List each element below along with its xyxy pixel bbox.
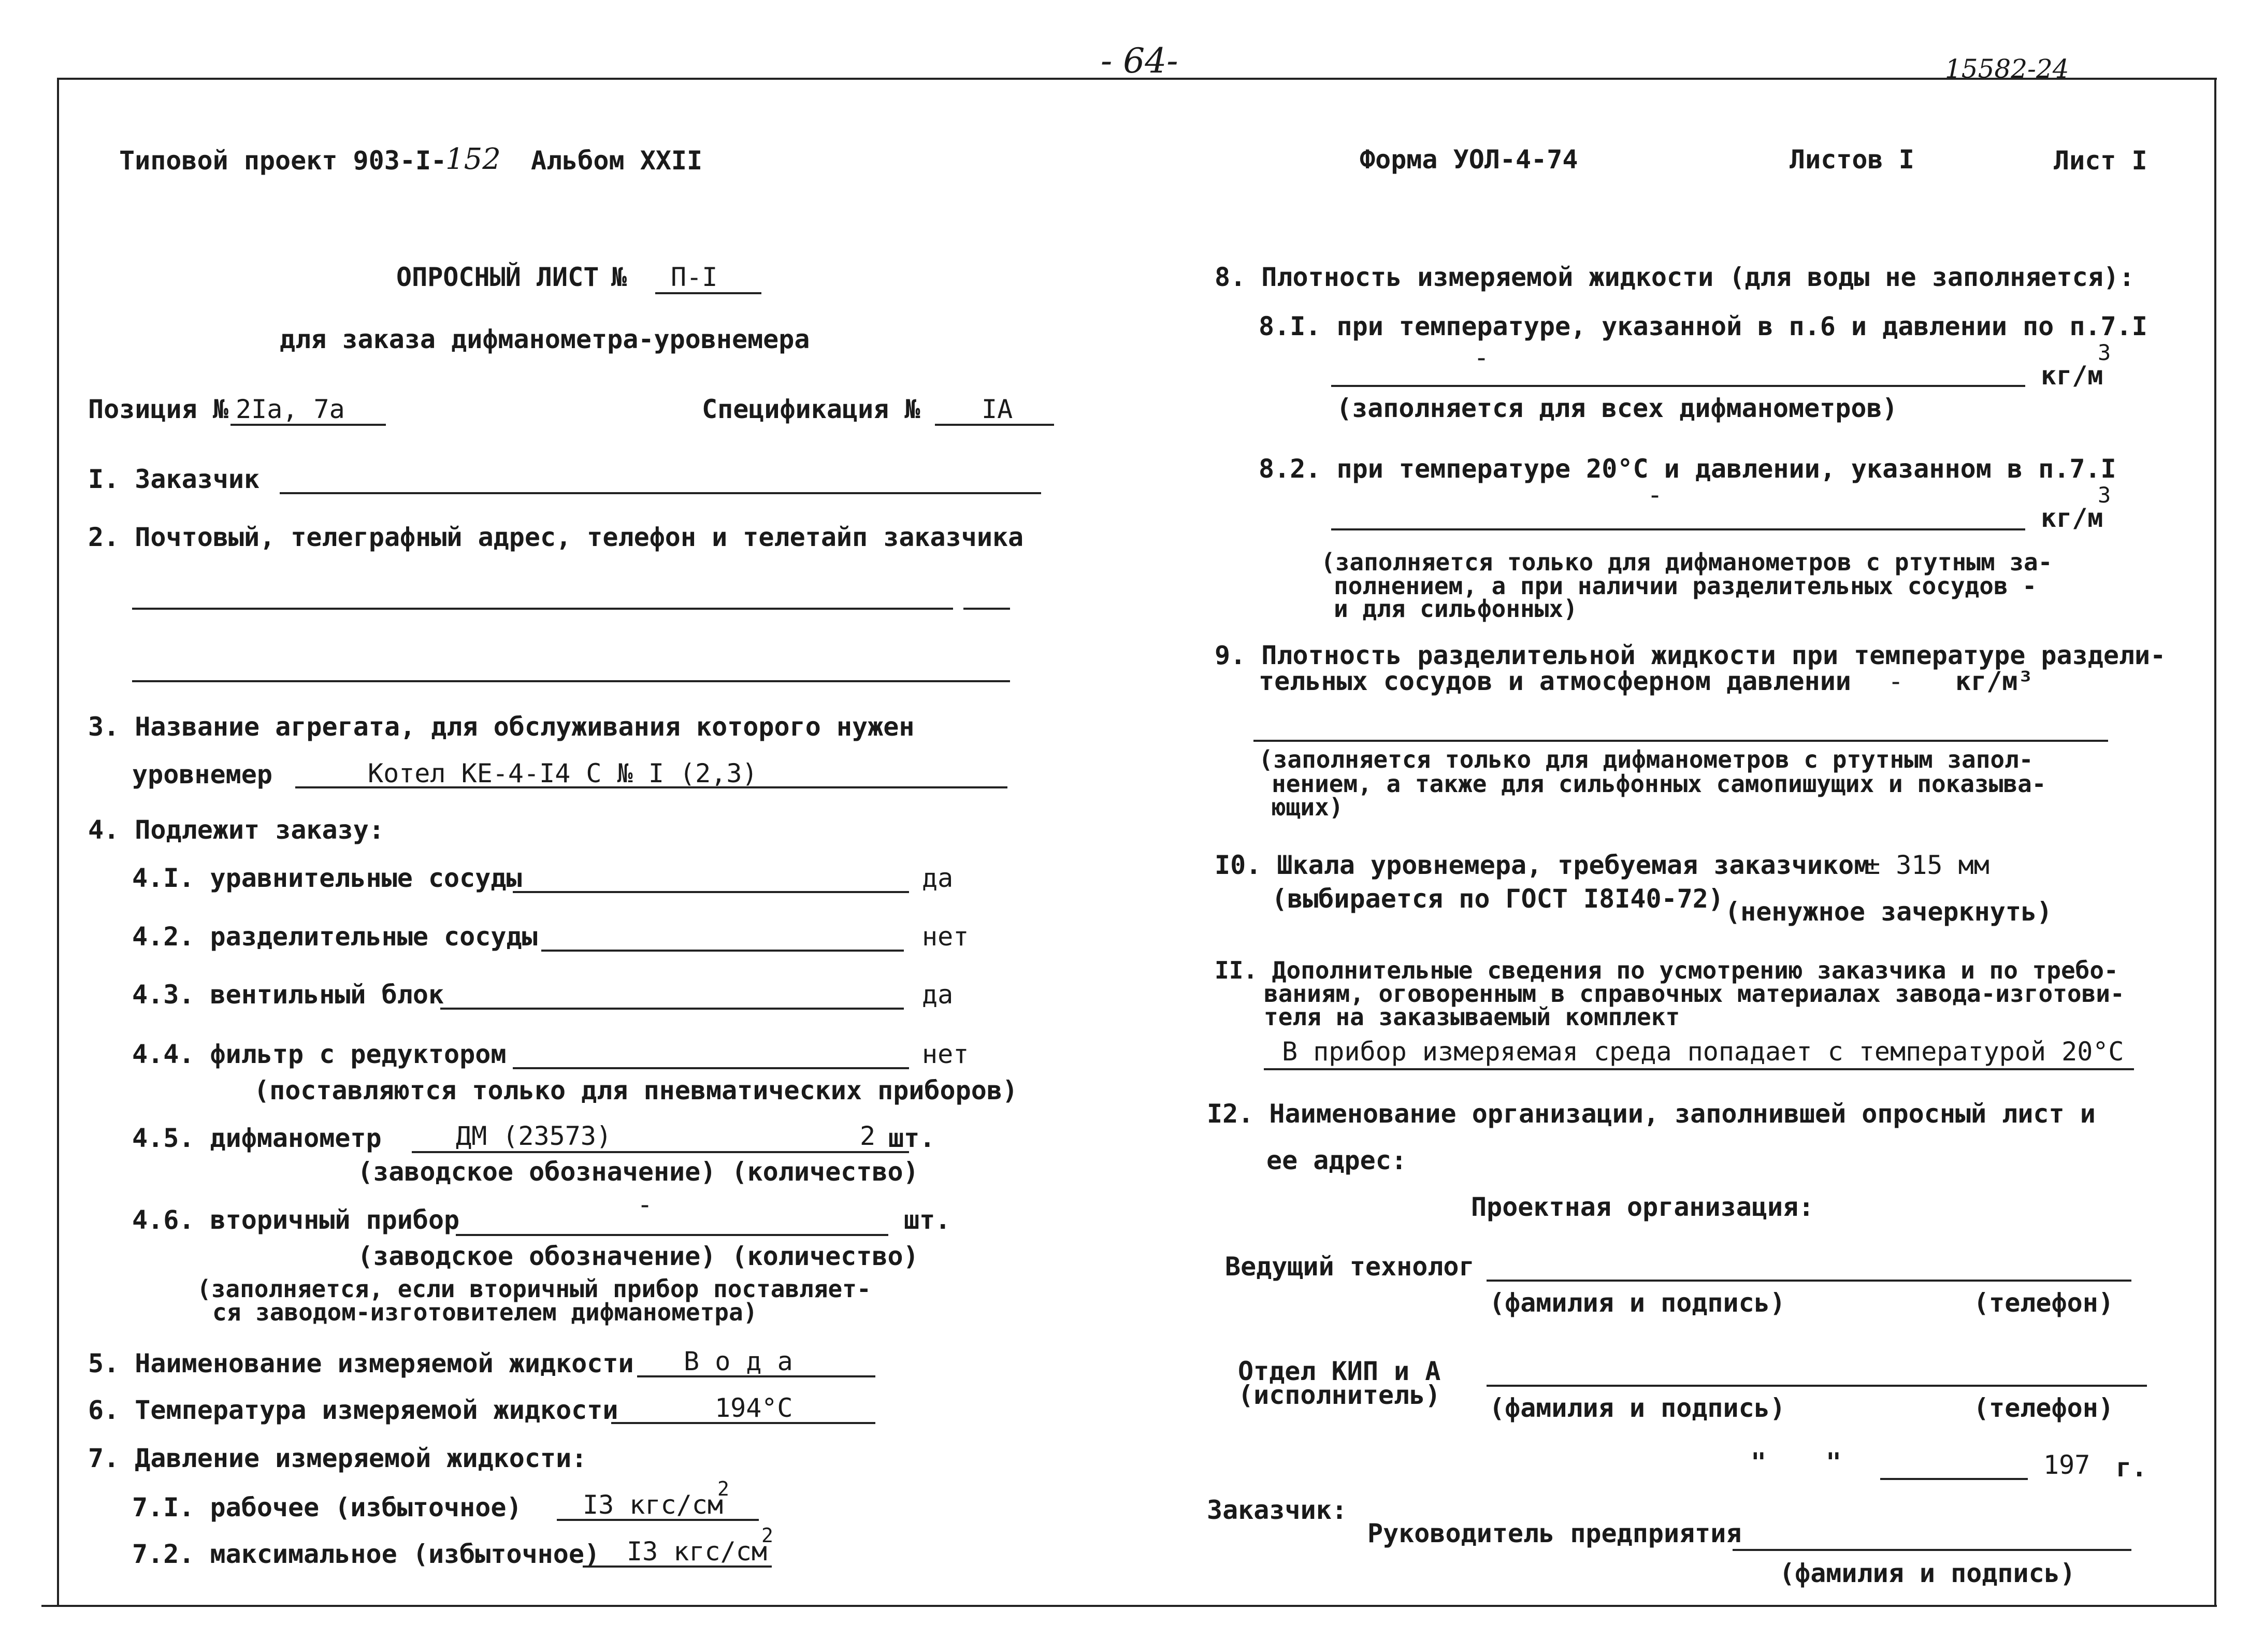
item-8-2-unit: кг/м (2041, 503, 2103, 533)
position-line (230, 424, 386, 426)
item-9-note-1: (заполняется только для дифманометров с ртутным запол- (1259, 745, 2034, 773)
frame-left-border (57, 78, 59, 1606)
album-label: Альбом XXII (531, 146, 703, 176)
item-7-1-line (557, 1519, 759, 1521)
item-8-1-line (1331, 385, 2025, 387)
frame-bottom-border (41, 1605, 2217, 1607)
item-12-organization: I2. Наименование организации, заполнившей опросный лист и (1207, 1099, 2096, 1129)
item-8-1-value: - (1474, 342, 1490, 372)
item-6-value: 194°С (715, 1393, 793, 1423)
item-8-1: 8.I. при температуре, указанной в п.6 и давлении по п.7.I (1259, 311, 2147, 341)
spec-value: IА (982, 394, 1013, 424)
item-9-value: - (1888, 666, 1904, 696)
form-number-line (655, 292, 761, 294)
item-7-2: 7.2. максимальное (избыточное) (132, 1539, 600, 1569)
dept-phone-note: (телефон) (1973, 1393, 2114, 1423)
year-suffix: г. (2116, 1453, 2147, 1483)
form-label: Форма УОЛ-4-74 (1360, 145, 1578, 175)
item-10-note-2: (ненужное зачеркнуть) (1725, 897, 2053, 927)
position-value: 2Iа, 7а (236, 394, 345, 424)
project-label: Типовой проект 903-I- (119, 146, 447, 176)
item-11-line-3: теля на заказываемый комплект (1264, 1003, 1680, 1031)
item-7-2-value: I3 кгс/см (627, 1536, 767, 1567)
spec-line (935, 424, 1054, 426)
item-8-density: 8. Плотность измеряемой жидкости (для воды не заполняется): (1215, 262, 2135, 292)
enterprise-head-line (1733, 1549, 2131, 1551)
item-8-1-unit: кг/м (2041, 361, 2103, 391)
item-4-6-note-2b: ся заводом-изготовителем дифманометра) (212, 1298, 758, 1326)
item-4-3: 4.3. вентильный блок (132, 980, 444, 1010)
address-line-1b (963, 608, 1010, 610)
lead-technologist: Ведущий технолог (1225, 1252, 1475, 1282)
item-8-2: 8.2. при температуре 20°С и давлении, указанном в п.7.I (1259, 454, 2116, 484)
lead-technologist-line (1487, 1280, 2131, 1282)
item-9-unit: кг/м³ (1955, 666, 2034, 696)
item-8-2-line (1331, 528, 2025, 530)
item-7-1-superscript: 2 (717, 1477, 729, 1500)
lead-signature-note: (фамилия и подпись) (1489, 1288, 1785, 1318)
item-3-value: Котел КЕ-4-I4 С № I (2,3) (368, 758, 758, 788)
address-line-1 (132, 608, 953, 610)
item-4-4-value: нет (922, 1039, 969, 1069)
item-10-note-1: (выбирается по ГОСТ I8I40-72) (1272, 884, 1724, 914)
item-5-liquid: 5. Наименование измеряемой жидкости (88, 1348, 634, 1378)
item-4-6-note-2a: (заполняется, если вторичный прибор поставляет- (197, 1275, 871, 1303)
address-line-2 (132, 680, 1010, 682)
item-7-1: 7.I. рабочее (избыточное) (132, 1492, 522, 1522)
item-4-6-line (456, 1234, 888, 1236)
frame-right-border (2214, 78, 2216, 1606)
item-4-6-value: - (637, 1189, 653, 1219)
item-11-line (1264, 1068, 2134, 1070)
item-4-order: 4. Подлежит заказу: (88, 815, 384, 845)
item-5-value: В о д а (684, 1346, 793, 1376)
item-11-value: В прибор измеряемая среда попадает с температурой 20°С (1282, 1037, 2124, 1067)
page-number: - 64- (1101, 41, 1178, 81)
item-4-6-unit: шт. (904, 1205, 951, 1235)
sheet-number: Лист I (2054, 146, 2147, 176)
position-label: Позиция № (88, 394, 228, 424)
sheets-count: Листов I (1790, 145, 1914, 175)
item-10-value: ± 315 мм (1865, 850, 1989, 880)
form-subtitle: для заказа дифманометра-уровнемера (280, 324, 810, 354)
item-4-5: 4.5. дифманометр (132, 1123, 382, 1153)
item-8-2-note-1: (заполняется только для дифманометров с ртутным за- (1321, 548, 2053, 576)
item-7-2-superscript: 2 (761, 1524, 773, 1547)
item-8-2-note-2: полнением, а при наличии разделительных сосудов - (1334, 572, 2037, 600)
item-10-scale: I0. Шкала уровнемера, требуемая заказчиком (1215, 850, 1870, 880)
item-8-2-value: - (1647, 480, 1663, 510)
item-9-note-3: ющих) (1272, 793, 1344, 821)
enterprise-head: Руководитель предприятия (1367, 1518, 1742, 1548)
item-4-6-note: (заводское обозначение) (количество) (357, 1241, 919, 1271)
item-4-1: 4.I. уравнительные сосуды (132, 863, 522, 893)
item-4-3-line (440, 1008, 904, 1010)
item-7-1-value: I3 кгс/см (583, 1490, 723, 1520)
item-7-2-line (583, 1565, 772, 1568)
item-4-4-note: (поставляются только для пневматических приборов) (254, 1075, 1018, 1105)
customer-label: Заказчик: (1207, 1495, 1347, 1525)
dept-line (1487, 1385, 2147, 1387)
item-12-address: ее адрес: (1266, 1145, 1407, 1175)
customer-line (280, 492, 1041, 494)
project-number-handwritten: 152 (445, 142, 501, 176)
item-4-4: 4.4. фильтр с редуктором (132, 1039, 507, 1069)
item-8-2-superscript: 3 (2098, 482, 2111, 508)
item-4-5-quantity: 2 (860, 1121, 876, 1151)
item-11-additional: II. Дополнительные сведения по усмотрению заказчика и по требо- (1215, 956, 2118, 984)
form-title: ОПРОСНЫЙ ЛИСТ (396, 262, 599, 292)
item-2-address: 2. Почтовый, телеграфный адрес, телефон и телетайп заказчика (88, 522, 1024, 552)
dept-signature-note: (фамилия и подпись) (1489, 1393, 1785, 1423)
item-4-5-note: (заводское обозначение) (количество) (357, 1157, 919, 1187)
item-8-1-superscript: 3 (2098, 340, 2111, 365)
item-4-5-value: ДМ (23573) (456, 1121, 612, 1151)
form-number-label: № (611, 262, 627, 292)
item-11-line-2: ваниям, оговоренным в справочных материалах завода-изготови- (1264, 980, 2125, 1008)
date-quote-close: " (1826, 1447, 1842, 1477)
year: 197 (2043, 1450, 2090, 1480)
item-5-line (637, 1375, 875, 1377)
unit-line (295, 786, 1007, 788)
lead-phone-note: (телефон) (1973, 1288, 2114, 1318)
head-signature-note: (фамилия и подпись) (1779, 1558, 2075, 1588)
item-4-2-value: нет (922, 922, 969, 952)
item-4-2: 4.2. разделительные сосуды (132, 922, 538, 952)
item-6-line (611, 1422, 875, 1424)
instrumentation-dept: Отдел КИП и А (1238, 1356, 1441, 1386)
item-4-6: 4.6. вторичный прибор (132, 1205, 460, 1235)
design-organization: Проектная организация: (1471, 1192, 1814, 1222)
item-4-1-value: да (922, 863, 954, 893)
item-8-2-note-3: и для сильфонных) (1334, 595, 1578, 623)
item-3-unit: 3. Название агрегата, для обслуживания которого нужен (88, 712, 915, 742)
date-line (1880, 1478, 2028, 1480)
executor-label: (исполнитель) (1238, 1380, 1441, 1410)
document-code: 15582-24 (1945, 54, 2069, 84)
item-8-1-note: (заполняется для всех дифманометров) (1336, 393, 1898, 423)
item-9-line (1253, 740, 2108, 742)
item-9-line-2: тельных сосудов и атмосферном давлении (1259, 666, 1851, 696)
item-3-level-gauge: уровнемер (132, 759, 272, 789)
item-6-temperature: 6. Температура измеряемой жидкости (88, 1395, 618, 1425)
item-4-2-line (541, 950, 904, 952)
date-quote-open: " (1751, 1447, 1767, 1477)
item-4-1-line (513, 891, 909, 893)
item-4-5-unit: шт. (888, 1123, 935, 1153)
item-4-5-line (412, 1151, 909, 1153)
item-7-pressure: 7. Давление измеряемой жидкости: (88, 1443, 587, 1473)
item-9-note-2: нением, а также для сильфонных самопишущих и показыва- (1272, 770, 2046, 798)
item-4-4-line (513, 1067, 909, 1069)
item-1-customer: I. Заказчик (88, 464, 260, 494)
spec-label: Спецификация № (702, 394, 920, 424)
item-9-separating-liquid: 9. Плотность разделительной жидкости при температуре раздели- (1215, 640, 2166, 670)
item-4-3-value: да (922, 980, 954, 1010)
form-number-value: П-I (671, 262, 718, 292)
